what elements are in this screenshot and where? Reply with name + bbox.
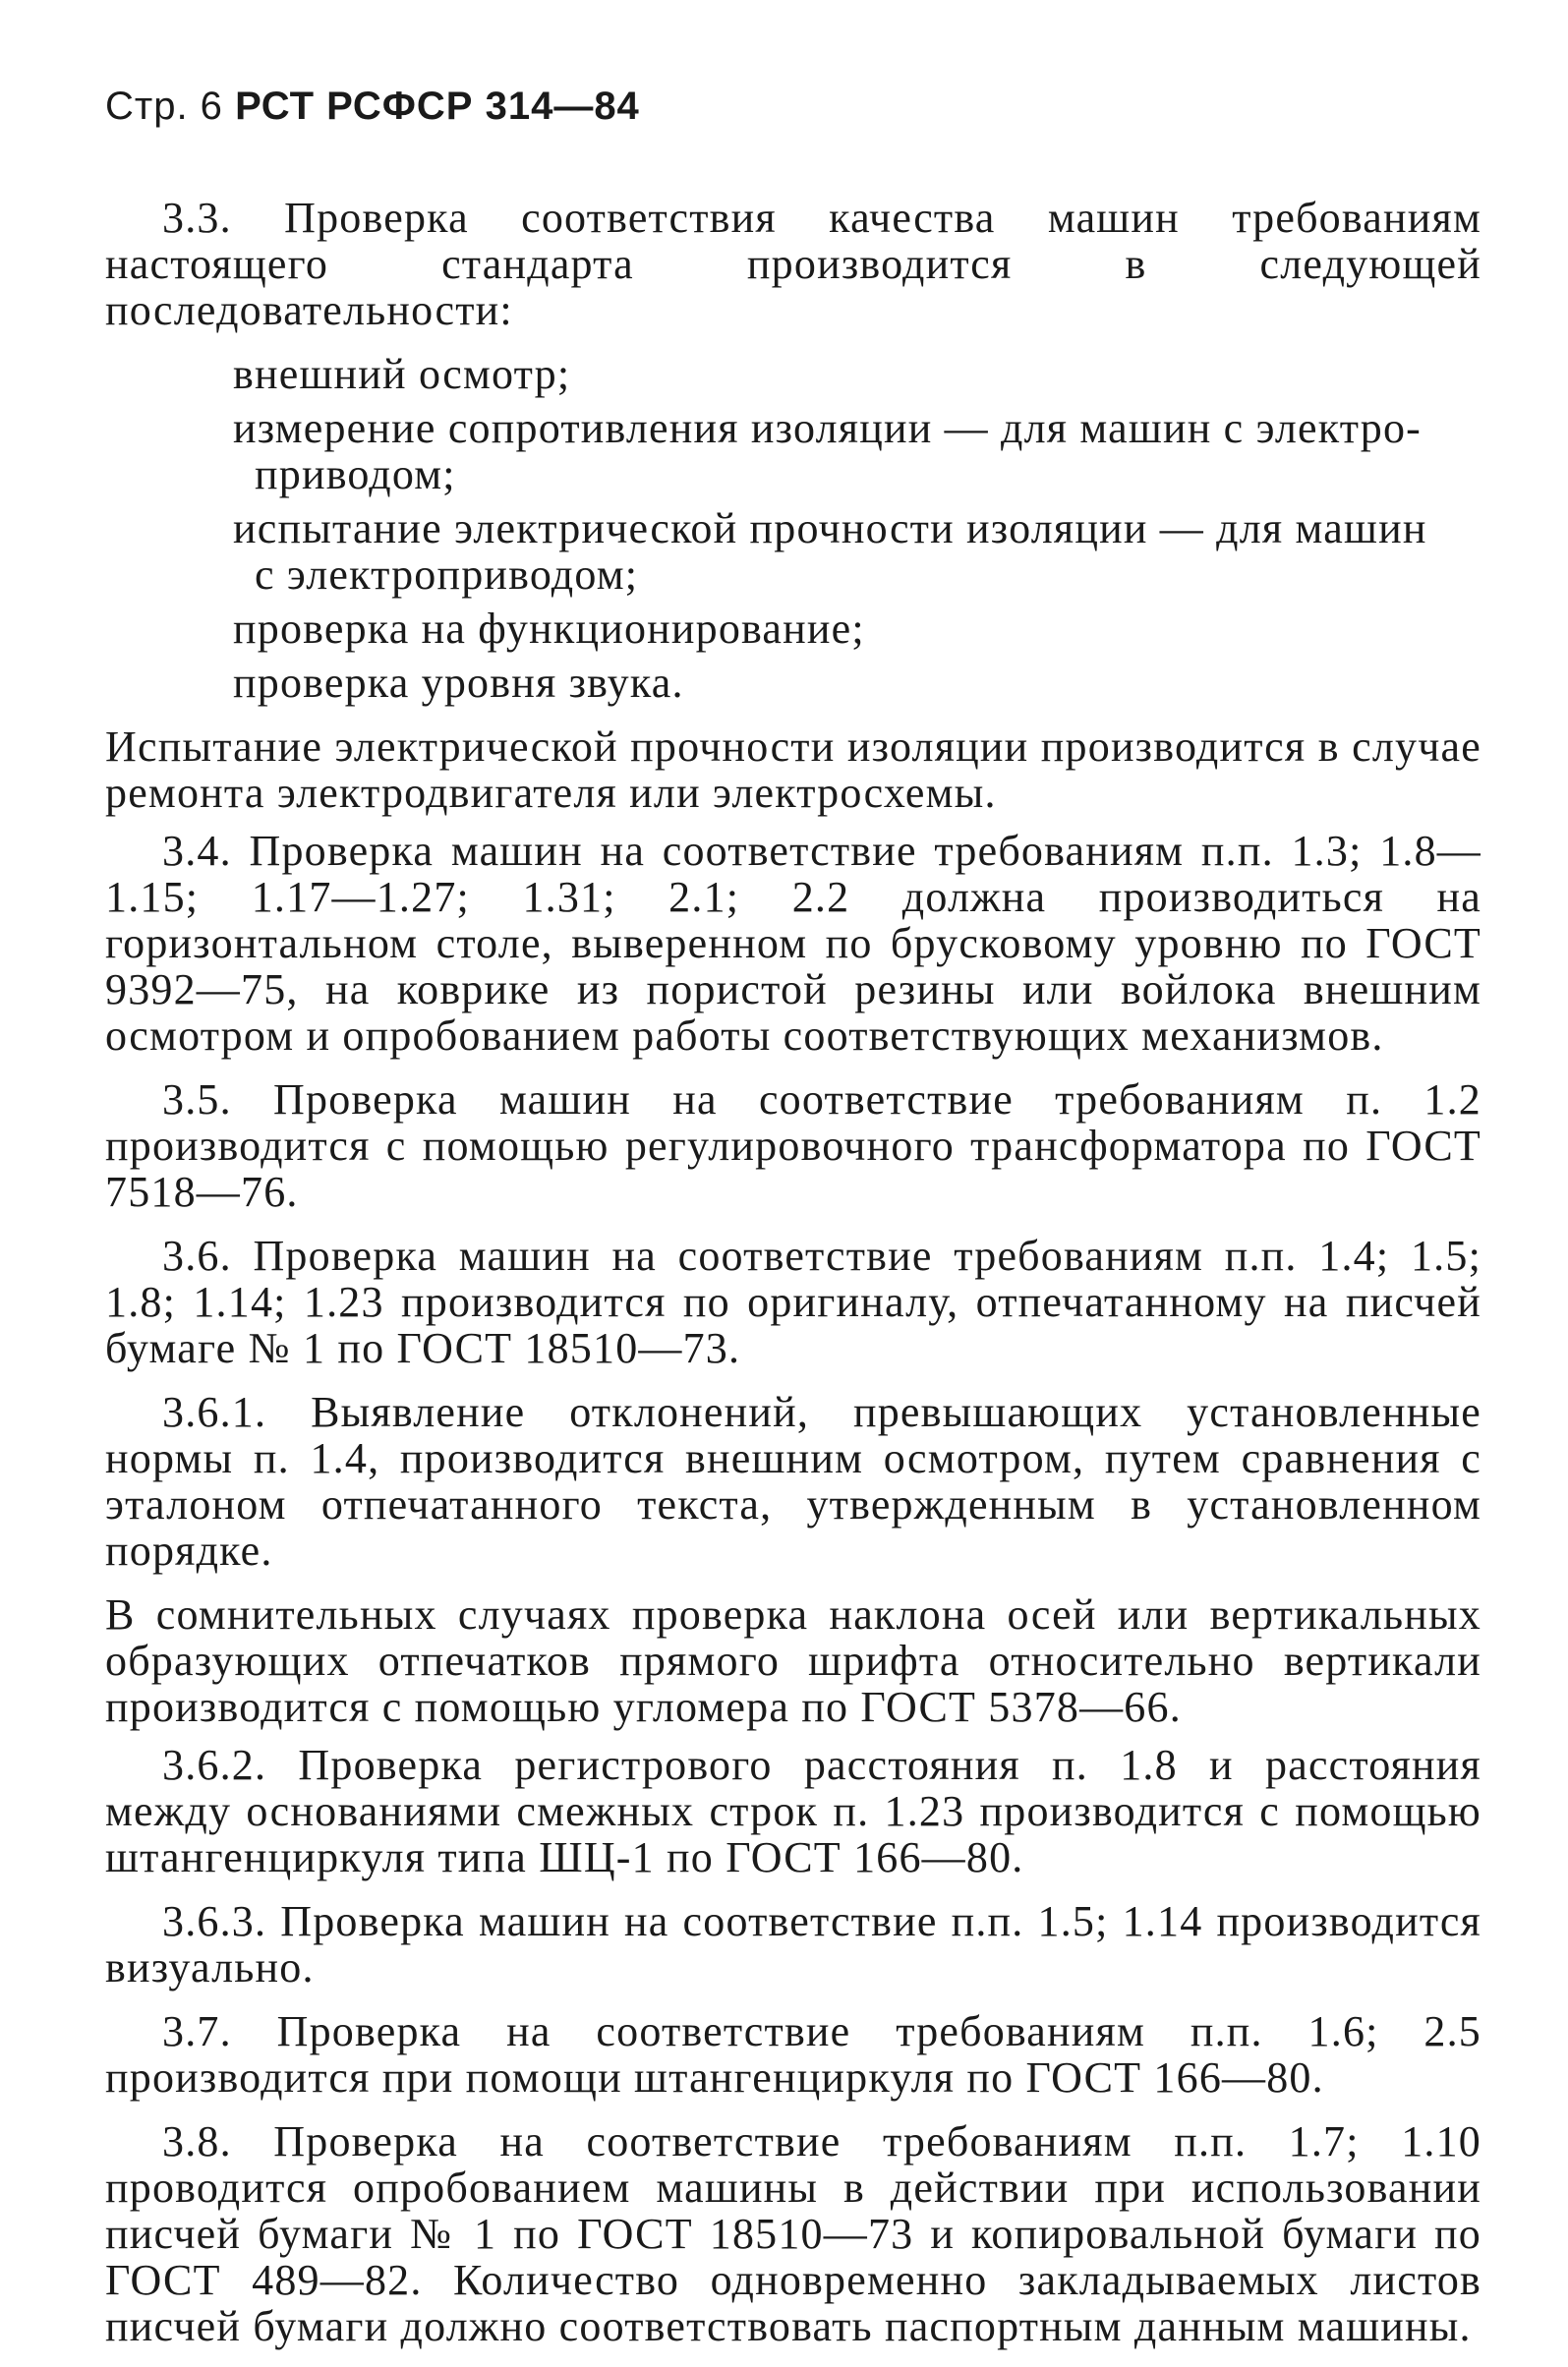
standard-designation: РСТ РСФСР 314—84 <box>235 85 640 128</box>
list-item-text: измерение сопротивления изоляции — для машин с электро- <box>233 404 1422 452</box>
inspection-sequence-list <box>105 351 1481 706</box>
list-item <box>233 660 1481 706</box>
section-3-6-2: 3.6.2. Проверка регистрового расстояния п. 1.8 и расстояния между основаниями смежных строк п. 1.23 производится с помощью штангенциркуля типа ШЦ-1 по ГОСТ 166—80. <box>105 1741 1481 1881</box>
section-3-3-note: Испытание электрической прочности изоляции производится в случае ремонта электродвигателя или электросхемы. <box>105 722 1481 817</box>
section-3-6-1: 3.6.1. Выявление отклонений, превышающих установленные нормы п. 1.4, производится внешним осмотром, путем сравнения с эталоном отпечатанного текста, утвержденным в установленном порядке. <box>105 1388 1481 1575</box>
document-body <box>105 195 1481 2367</box>
list-item <box>233 606 1481 652</box>
section-3-5: 3.5. Проверка машин на соответствие требованиям п. 1.2 производится с помощью регулировочного трансформатора по ГОСТ 7518—76. <box>105 1075 1481 1216</box>
page-header <box>105 85 640 129</box>
section-3-3: 3.3. Проверка соответствия качества машин требованиям настоящего стандарта производится в следующей последовательности: <box>105 194 1481 334</box>
section-3-4: 3.4. Проверка машин на соответствие требованиям п.п. 1.3; 1.8—1.15; 1.17—1.27; 1.31; 2.1; 2.2 должна производиться на горизонтальном столе, выверенном по брусковому уровню по ГОСТ 9392—75, на коврике из пористой резины или войлока внешним осмотром и опробованием работы соответствующих механизмов. <box>105 827 1481 1060</box>
list-item-text: проверка уровня звука. <box>233 659 684 707</box>
section-3-6: 3.6. Проверка машин на соответствие требованиям п.п. 1.4; 1.5; 1.8; 1.14; 1.23 производится по оригиналу, отпечатанному на писчей бумаге № 1 по ГОСТ 18510—73. <box>105 1232 1481 1372</box>
list-item-text: внешний осмотр; <box>233 350 571 398</box>
list-item <box>233 351 1481 397</box>
list-item-continuation: с электроприводом; <box>255 550 639 599</box>
list-item <box>233 405 1481 497</box>
section-3-8: 3.8. Проверка на соответствие требованиям п.п. 1.7; 1.10 проводится опробованием машины в действии при использовании писчей бумаги № 1 по ГОСТ 18510—73 и копировальной бумаги по ГОСТ 489—82. Количество одновременно закладываемых листов писчей бумаги должно соответствовать паспортным данным машины. <box>105 2117 1481 2350</box>
section-3-6-1-note: В сомнительных случаях проверка наклона осей или вертикальных образующих отпечатков прямого шрифта относительно вертикали производится с помощью угломера по ГОСТ 5378—66. <box>105 1590 1481 1731</box>
section-3-6-3: 3.6.3. Проверка машин на соответствие п.п. 1.5; 1.14 производится визуально. <box>105 1897 1481 1992</box>
page-number: Стр. 6 <box>105 85 223 128</box>
section-3-7: 3.7. Проверка на соответствие требованиям п.п. 1.6; 2.5 производится при помощи штангенциркуля по ГОСТ 166—80. <box>105 2007 1481 2102</box>
list-item-text: испытание электрической прочности изоляции — для машин <box>233 504 1427 552</box>
list-item <box>233 505 1481 598</box>
list-item-text: проверка на функционирование; <box>233 605 865 653</box>
list-item-continuation: приводом; <box>255 450 456 498</box>
